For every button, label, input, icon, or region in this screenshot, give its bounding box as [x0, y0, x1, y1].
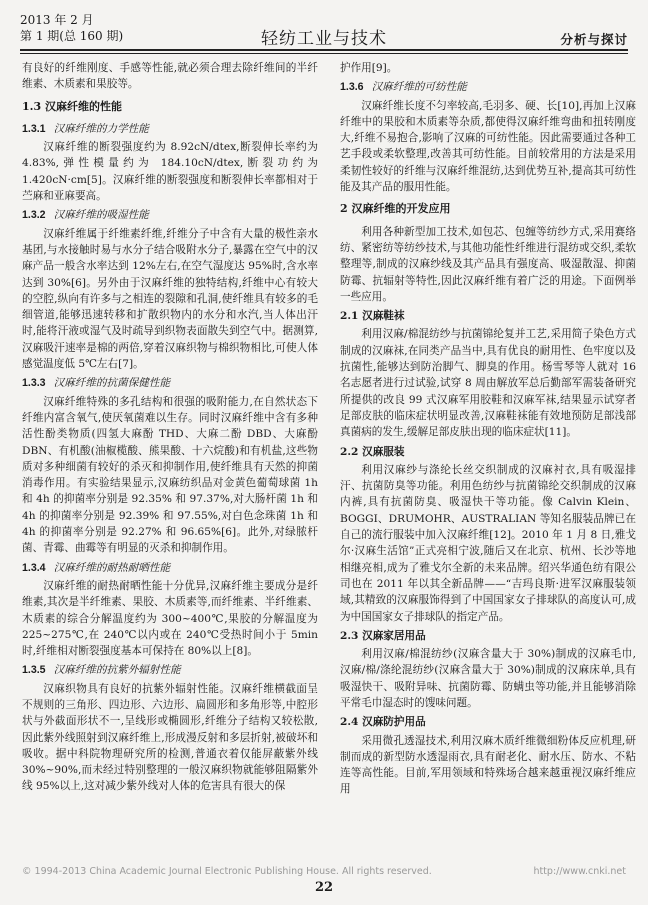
heading-1-3-4 — [22, 560, 318, 576]
heading-2-1: 2.1 汉麻鞋袜 — [340, 310, 405, 323]
heading-1-3-5 — [22, 662, 318, 678]
heading-2: 2 汉麻纤维的开发应用 — [340, 202, 451, 216]
paragraph-protective: 采用微孔透湿技术,利用汉麻木质纤维微细粉体反应机理,研制而成的新型防水透湿雨衣,具有耐老化、耐水压、防水、不粘连等高性能。目前,军用领域和特殊场合越来越重视汉麻纤维应用 — [340, 734, 636, 796]
paragraph-moisture: 汉麻纤维属于纤维素纤维,纤维分子中含有大量的极性亲水基团,与水接触时易与水分子结合吸附水分子,暴露在空气中的汉麻产品一般含水率达到 12%左右,在空气湿度达 95%时,含水率达到 30%[6]。另外由于汉麻纤维的独特结构,纤维中心有较大的空腔,纵向有许多与之相连的裂隙和孔洞,使纤维具有较多的毛细管道,能够迅速转移和扩散织物内的水分和水汽,当人体出汗时,能将汗液或湿气及时疏导到织物表面散失到空气中。据测算,汉麻吸汗速率是棉的两倍,穿着汉麻织物与棉织物相比,可使人体感觉温度低 5℃左右[7]。 — [22, 227, 318, 371]
heading-title: 汉麻纤维的可纺性能 — [371, 81, 467, 94]
heading-title: 汉麻纤维的吸湿性能 — [53, 209, 149, 222]
paragraph-uv-protection: 汉麻织物具有良好的抗紫外辐射性能。汉麻纤维横截面呈不规则的三角形、四边形、六边形、扁圆形和多角形等,中腔形状与外截面形状不一,呈线形或椭圆形,纤维分子结构又较松散,因此紫外线照射到汉麻纤维上,形成漫反射和多层折射,被破坏和吸收。据中科院物理研究所的检测,普通衣着仅能屏蔽紫外线 30%~90%,而未经过特别整理的一般汉麻织物就能够阻隔紫外线 95%以上,这对减少紫外线对人体的危害具有很大的保 — [22, 682, 318, 793]
heading-number: 1.3.2 — [22, 209, 46, 222]
heading-1-3-2 — [22, 207, 318, 223]
heading-1-3: 1.3 汉麻纤维的性能 — [22, 99, 122, 113]
paragraph-mechanical: 汉麻纤维的断裂强度约为 8.92cN/dtex,断裂伸长率约为 4.83%,弹性模量约为 184.10cN/dtex,断裂功约为 1.420cN·cm[5]。汉麻纤维的断裂强度和断裂伸长率都相对于苎麻和亚麻要高。 — [22, 141, 318, 203]
heading-1-3-1 — [22, 121, 318, 137]
heading-number: 1.3.1 — [22, 122, 46, 135]
paragraph-heat-resistance: 汉麻纤维的耐热耐晒性能十分优异,汉麻纤维主要成分是纤维素,其次是半纤维素、果胶、木质素等,而纤维素、半纤维素、木质素的综合分解温度约为 300~400℃,果胶的分解温度为 225~275℃,在 240℃以内或在 240℃受热时间小于 5min 时,纤维相对断裂强度基本可保持在 80%以上[8]。 — [22, 579, 318, 658]
section-name: 分析与探讨 — [560, 32, 628, 47]
page-header — [20, 10, 628, 50]
header-rule-thick — [20, 49, 628, 51]
heading-2-2: 2.2 汉麻服装 — [340, 445, 405, 458]
paragraph-uv-continued: 护作用[9]。 — [340, 62, 398, 74]
heading-1-3-3 — [22, 375, 318, 391]
issue-number: 第 1 期(总 160 期) — [20, 29, 124, 43]
paragraph-antibacterial: 汉麻纤维特殊的多孔结构和很强的吸附能力,在自然状态下纤维内富含氧气,使厌氧菌难以生存。同时汉麻纤维中含有多种活性酚类物质(四氢大麻酚 THD、大麻二酚 DBD、大麻酚 DBN、有机酸(油椒榄酸、熊果酸、十六烷酸)和有机盐,这些物质对多种细菌有较好的杀灭和抑制作用,使纤维具有天然的抑菌消毒作用。有实验结果显示,汉麻纺织品对金黄色葡萄球菌 1h 和 4h 的抑菌率分别是 92.35% 和 97.37%,对大肠杆菌 1h 和 4h 的抑菌率分别是 92.39% 和 97.55%,对白色念珠菌 1h 和 4h 的抑菌率分别是 92.27% 和 96.65%[6]。此外,对绿脓杆菌、青霉、曲霉等有明显的灭杀和抑制作用。 — [22, 395, 318, 555]
heading-1-3-6 — [340, 79, 636, 95]
journal-title: 轻纺工业与技术 — [261, 29, 387, 49]
heading-title: 汉麻纤维的耐热耐晒性能 — [53, 561, 171, 574]
header-rule-thin — [20, 53, 628, 54]
heading-number: 1.3.4 — [22, 561, 46, 574]
heading-title: 汉麻纤维的力学性能 — [53, 122, 149, 135]
heading-title: 汉麻纤维的抗紫外辐射性能 — [53, 664, 181, 677]
heading-2-3: 2.3 汉麻家居用品 — [340, 629, 426, 642]
issue-date: 2013 年 2 月 — [20, 13, 94, 27]
footer — [22, 866, 626, 877]
paragraph-applications: 利用各种新型加工技术,如包芯、包缠等纺纱方式,采用赛络纺、紧密纺等纺纱技术,与其他功能性纤维进行混纺或交织,柔软整理等,制成的汉麻纱线及其产品具有强度高、吸湿散湿、抑菌防霉、抗辐射等特性,因此汉麻纤维有着广泛的用途。下面例举一些应用。 — [340, 225, 636, 303]
page-number: 22 — [314, 880, 334, 895]
left-column — [22, 60, 318, 860]
heading-number: 1.3.6 — [340, 81, 364, 94]
paragraph-spinnability: 汉麻纤维长度不匀率较高,毛羽多、硬、长[10],再加上汉麻纤维中的果胶和木质素等杂质,都使得汉麻纤维弯曲和扭转刚度大,纤维不易抱合,影响了汉麻的可纺性能。因此需要通过各种工艺手段或柔软整理,改善其可纺性能。目前较常用的方法是采用柔韧性较好的纤维与汉麻纤维混纺,达到优势互补,提高其可纺性能及其产品的服用性能。 — [340, 99, 636, 194]
heading-title: 汉麻纤维的抗菌保健性能 — [53, 377, 171, 390]
paragraph-intro-continued: 有良好的纤维刚度、手感等性能,就必须合理去除纤维间的半纤维素、木质素和果胶等。 — [22, 62, 318, 91]
right-column — [340, 60, 636, 860]
paragraph-clothing: 利用汉麻纱与涤纶长丝交织制成的汉麻衬衣,具有吸湿排汗、抗菌防臭等功能。利用色纺纱与抗菌锦纶交织制成的汉麻内裤,具有抗菌防臭、吸湿快干等功能。像 Calvin Klein、BOGGI、DRUMOHR、AUSTRALIAN 等知名服装品牌已在自己的流行服装中加入汉麻纤维[12]。2010 年 1 月 8 日,雅戈尔·汉麻生活馆”正式亮相宁波,随后又在北京、杭州、长沙等地相继亮相,成为了雅戈尔全新的未来品牌。绍兴华通色纺有限公司也在 2011 年以其全新品牌——“吉玛良斯·进军汉麻服装领域,其精致的汉麻服饰得到了中国国家女子排球队的高度认可,成为中国国家女子排球队的指定产品。 — [340, 463, 636, 623]
heading-number: 1.3.3 — [22, 377, 46, 390]
heading-2-4: 2.4 汉麻防护用品 — [340, 716, 426, 729]
paragraph-home-products: 利用汉麻/棉混纺纱(汉麻含量大于 30%)制成的汉麻毛巾,汉麻/棉/涤纶混纺纱(汉麻含量大于 30%)制成的汉麻床单,具有吸湿快干、吸附异味、抗菌防霉、防螨虫等功能,并且能够消除平常毛巾湿态时的馊味问题。 — [340, 648, 636, 709]
paragraph-footwear: 利用汉麻/棉混纺纱与抗菌锦纶复并工艺,采用简子染色方式制成的汉麻袜,在同类产品当中,具有优良的耐用性、色牢度以及抗菌性,能够达到防治脚气、脚臭的作用。杨雪琴等人就对 16 名志愿者进行过试验,试穿 8 周由解放军总后勤部军需装备研究所提供的改良 99 式汉麻军用胶鞋和汉麻军袜,结果显示试穿者足部皮肤的临床症状明显改善,汉麻鞋袜能有效地预防足部浅部真菌病的发生,缓解足部皮肤出现的临床症状[11]。 — [340, 328, 636, 439]
footer-url[interactable]: http://www.cnki.net — [533, 866, 626, 877]
copyright-notice: © 1994-2013 China Academic Journal Electronic Publishing House. All rights reserved. — [22, 866, 432, 877]
heading-number: 1.3.5 — [22, 664, 46, 677]
